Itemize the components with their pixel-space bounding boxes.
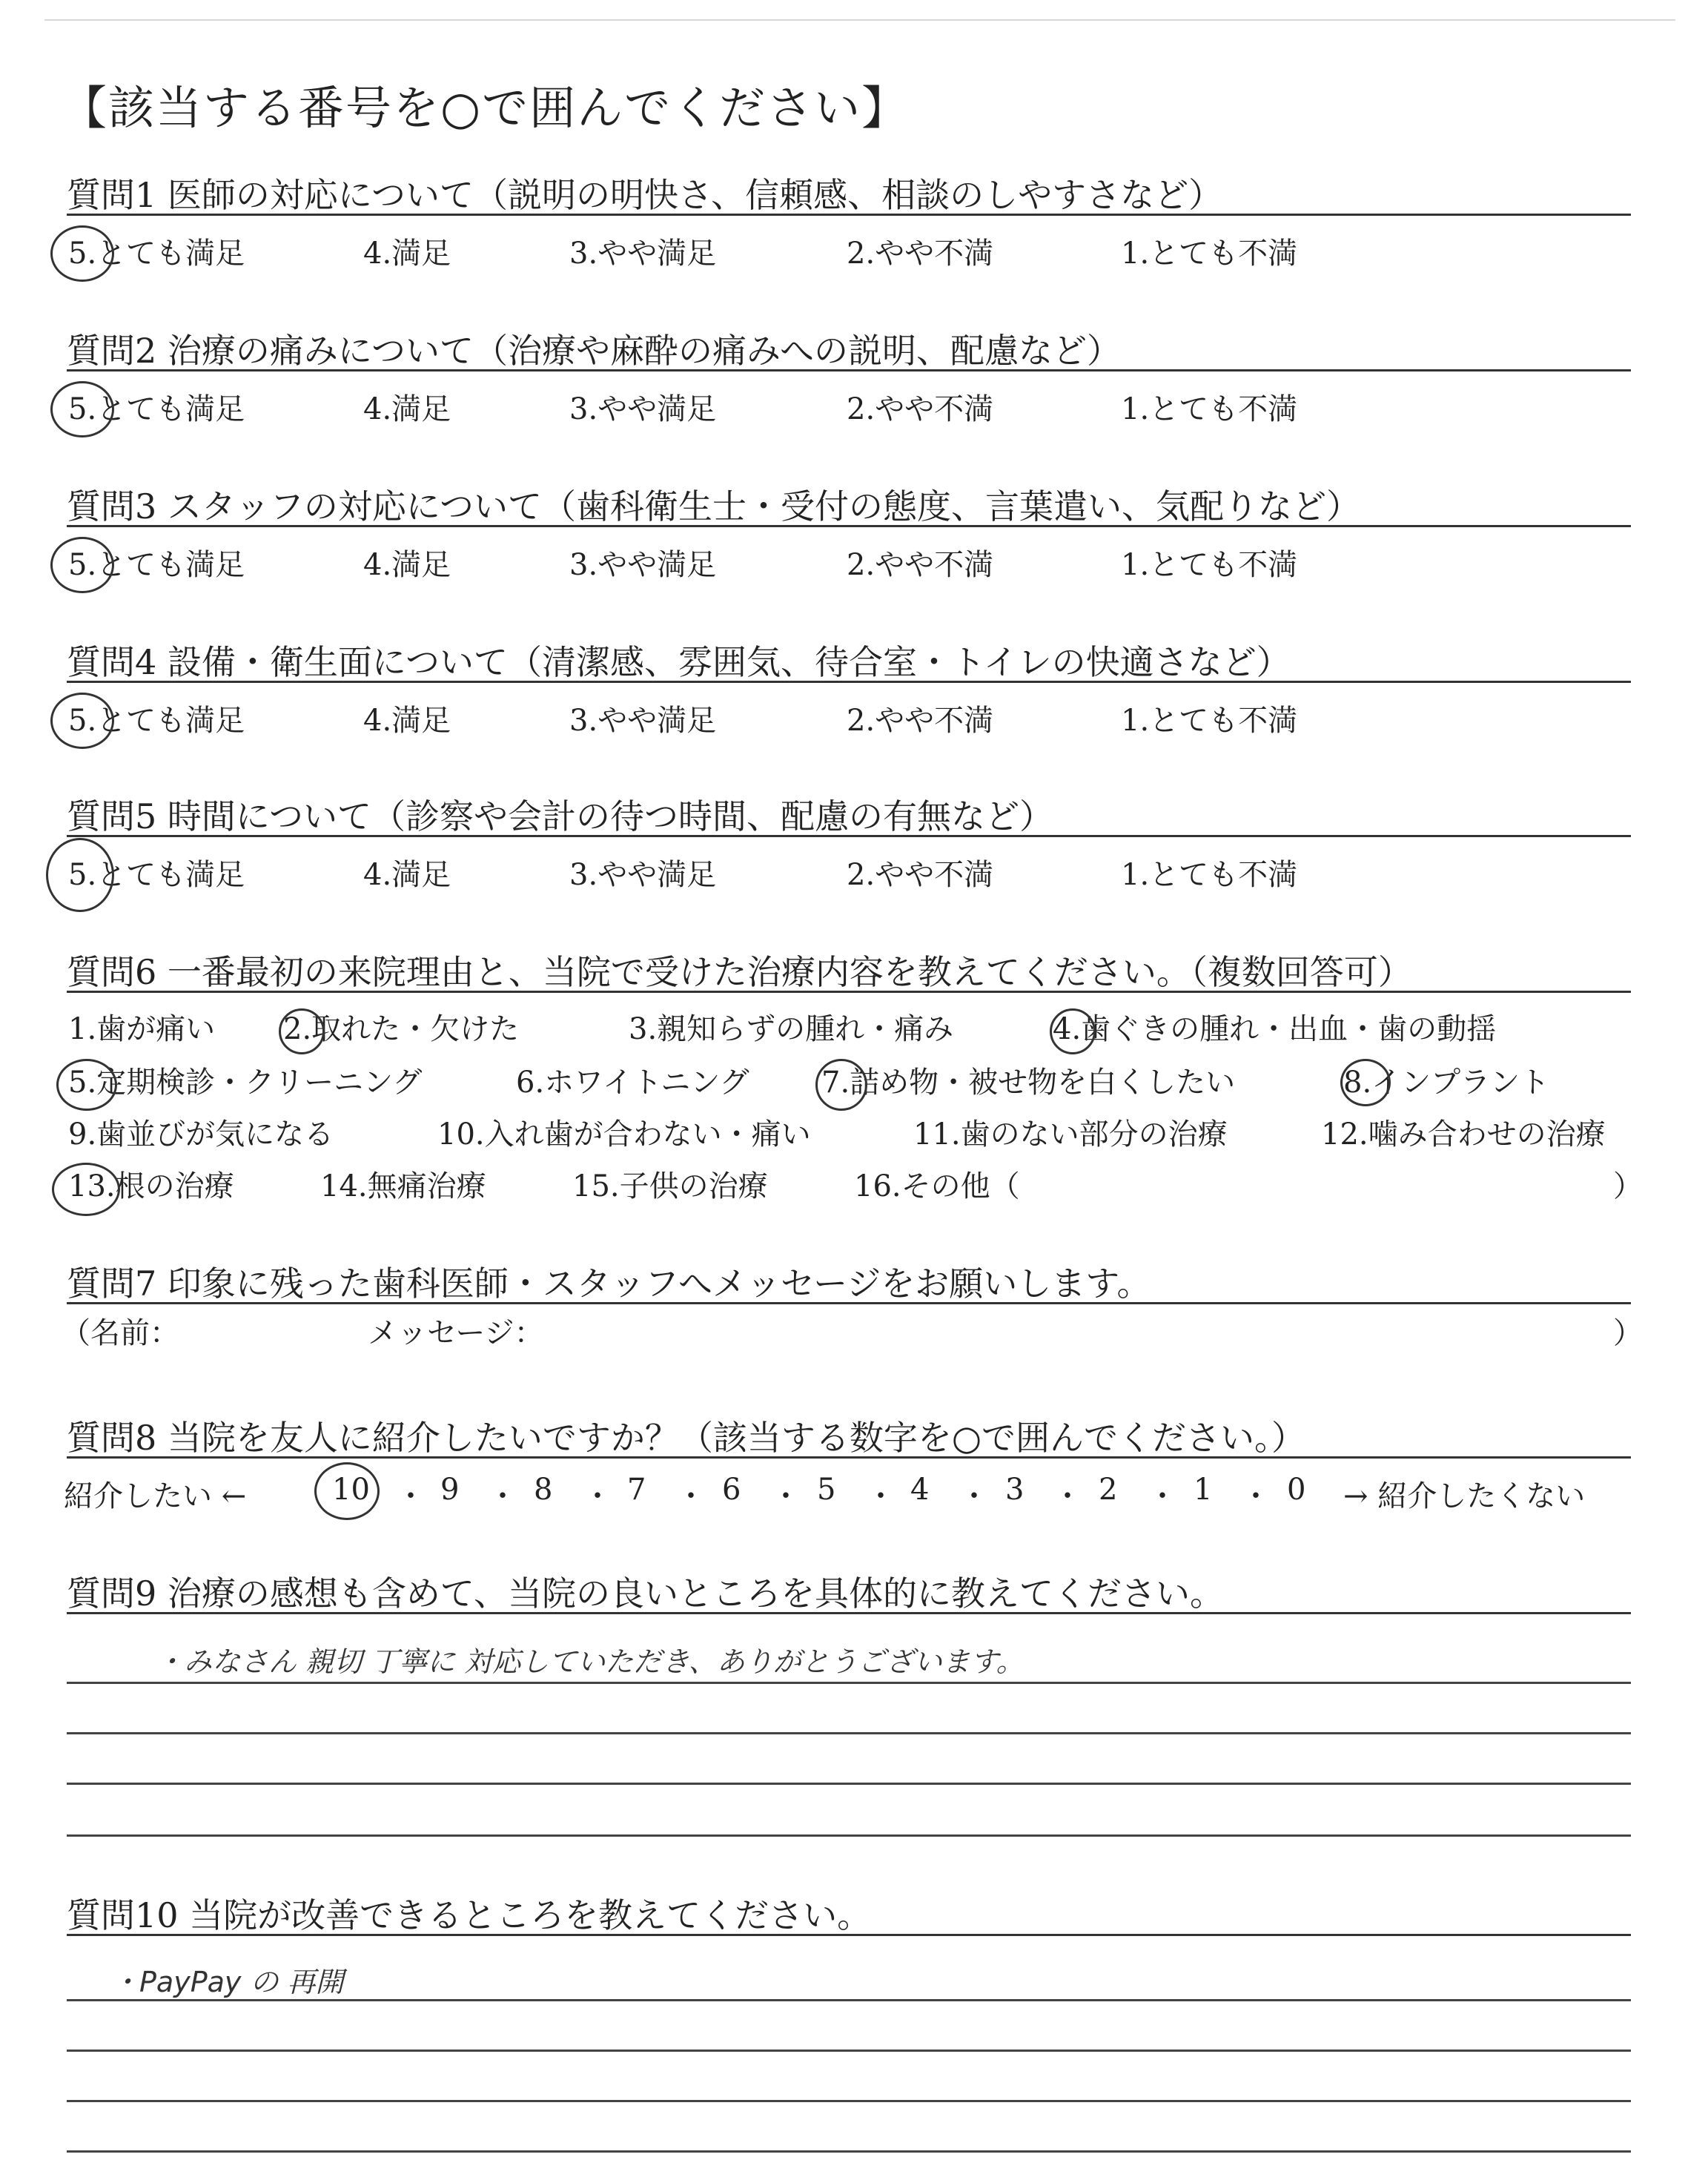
top-border-rule	[44, 19, 1675, 21]
q6-item-1[interactable]: 1.歯が痛い	[68, 1012, 216, 1046]
question-4-title-row	[67, 644, 1631, 683]
q8-left-label: 紹介したい ←	[64, 1479, 247, 1513]
question-1-title-row	[67, 176, 1631, 216]
q3-option-2[interactable]: 2.やや不満	[847, 548, 994, 582]
question-2-title: 質問2 治療の痛みについて（治療や麻酔の痛みへの説明、配慮など）	[67, 331, 1122, 371]
q6-item-4[interactable]: 4.歯ぐきの腫れ・出血・歯の動揺	[1053, 1012, 1497, 1046]
q8-scale-10[interactable]: 10	[332, 1473, 370, 1507]
answer-line	[67, 2150, 1631, 2153]
q8-scale-dot: ・	[959, 1479, 989, 1513]
q7-closing-paren: ）	[1613, 1316, 1643, 1350]
q8-right-label: → 紹介したくない	[1343, 1479, 1586, 1513]
q6-item-15[interactable]: 15.子供の治療	[572, 1169, 768, 1203]
answer-line	[67, 1783, 1631, 1785]
question-3-title-row	[67, 488, 1631, 527]
page-title: 【該当する番号を○で囲んでください】	[61, 81, 910, 135]
q6-closing-paren: ）	[1613, 1169, 1643, 1203]
q5-option-3[interactable]: 3.やや満足	[569, 858, 717, 892]
q8-scale-8[interactable]: 8	[534, 1473, 553, 1507]
question-10-title-row	[67, 1897, 1631, 1936]
q1-option-3[interactable]: 3.やや満足	[569, 237, 717, 271]
q3-option-1[interactable]: 1.とても不満	[1121, 548, 1298, 582]
question-3-title: 質問3 スタッフの対応について（歯科衛生士・受付の態度、言葉遣い、気配りなど）	[67, 486, 1360, 526]
q8-scale-dot: ・	[1241, 1479, 1271, 1513]
q6-item-6[interactable]: 6.ホワイトニング	[516, 1066, 749, 1100]
q8-scale-1[interactable]: 1	[1194, 1473, 1213, 1507]
q1-option-5[interactable]: 5.とても満足	[68, 237, 245, 271]
q5-option-5[interactable]: 5.とても満足	[68, 858, 245, 892]
answer-line	[67, 2100, 1631, 2102]
question-5-title-row	[67, 798, 1631, 837]
q2-option-4[interactable]: 4.満足	[363, 392, 451, 426]
question-7-title-row	[67, 1265, 1631, 1304]
q8-scale-7[interactable]: 7	[627, 1473, 646, 1507]
q1-option-2[interactable]: 2.やや不満	[847, 237, 994, 271]
q8-scale-3[interactable]: 3	[1005, 1473, 1025, 1507]
q5-option-2[interactable]: 2.やや不満	[847, 858, 994, 892]
question-7-title: 質問7 印象に残った歯科医師・スタッフへメッセージをお願いします。	[67, 1264, 1151, 1304]
q5-option-4[interactable]: 4.満足	[363, 858, 451, 892]
q8-scale-5[interactable]: 5	[817, 1473, 836, 1507]
q3-option-5[interactable]: 5.とても満足	[68, 548, 245, 582]
q8-scale-dot: ・	[396, 1479, 426, 1513]
q8-scale-dot: ・	[1053, 1479, 1082, 1513]
answer-line	[67, 1834, 1631, 1837]
question-10-title: 質問10 当院が改善できるところを教えてください。	[67, 1895, 872, 1935]
q6-item-10[interactable]: 10.入れ歯が合わない・痛い	[437, 1117, 811, 1152]
q2-option-3[interactable]: 3.やや満足	[569, 392, 717, 426]
question-1-title: 質問1 医師の対応について（説明の明快さ、信頼感、相談のしやすさなど）	[67, 175, 1223, 215]
question-6-title-row	[67, 954, 1631, 993]
q8-scale-dot: ・	[488, 1479, 517, 1513]
q4-option-5[interactable]: 5.とても満足	[68, 704, 245, 738]
q2-option-5[interactable]: 5.とても満足	[68, 392, 245, 426]
q4-option-2[interactable]: 2.やや不満	[847, 704, 994, 738]
q6-item-13[interactable]: 13.根の治療	[68, 1169, 234, 1203]
q8-scale-dot: ・	[771, 1479, 801, 1513]
answer-line	[67, 1732, 1631, 1734]
question-8-title-row	[67, 1419, 1631, 1459]
q1-option-1[interactable]: 1.とても不満	[1121, 237, 1298, 271]
q4-option-3[interactable]: 3.やや満足	[569, 704, 717, 738]
answer-line	[67, 1682, 1631, 1684]
question-4-title: 質問4 設備・衛生面について（清潔感、雰囲気、待合室・トイレの快適さなど）	[67, 642, 1291, 682]
q6-item-7[interactable]: 7.詰め物・被せ物を白くしたい	[821, 1066, 1236, 1100]
q9-handwritten-answer: ・みなさん 親切 丁寧に 対応していただき、ありがとうございます。	[156, 1645, 1025, 1678]
q6-item-8[interactable]: 8.インプラント	[1343, 1066, 1550, 1100]
question-2-title-row	[67, 332, 1631, 371]
q10-handwritten-answer: ・PayPay の 再開	[111, 1966, 344, 1998]
q4-option-1[interactable]: 1.とても不満	[1121, 704, 1298, 738]
answer-line	[67, 1999, 1631, 2001]
q1-option-4[interactable]: 4.満足	[363, 237, 451, 271]
q3-option-3[interactable]: 3.やや満足	[569, 548, 717, 582]
q8-scale-9[interactable]: 9	[440, 1473, 460, 1507]
q5-option-1[interactable]: 1.とても不満	[1121, 858, 1298, 892]
q6-item-11[interactable]: 11.歯のない部分の治療	[913, 1117, 1228, 1152]
q2-option-2[interactable]: 2.やや不満	[847, 392, 994, 426]
q8-scale-0[interactable]: 0	[1287, 1473, 1306, 1507]
q2-option-1[interactable]: 1.とても不満	[1121, 392, 1298, 426]
question-5-title: 質問5 時間について（診察や会計の待つ時間、配慮の有無など）	[67, 796, 1053, 836]
q6-item-2[interactable]: 2.取れた・欠けた	[283, 1012, 520, 1046]
q8-scale-dot: ・	[583, 1479, 612, 1513]
answer-line	[67, 2050, 1631, 2052]
q8-scale-dot: ・	[1148, 1479, 1177, 1513]
q8-scale-6[interactable]: 6	[722, 1473, 741, 1507]
q8-scale-2[interactable]: 2	[1099, 1473, 1118, 1507]
q6-item-5[interactable]: 5.定期検診・クリーニング	[68, 1066, 423, 1100]
q6-item-16[interactable]: 16.その他（	[854, 1169, 1020, 1203]
q4-option-4[interactable]: 4.満足	[363, 704, 451, 738]
q6-item-14[interactable]: 14.無痛治療	[320, 1169, 486, 1203]
q8-scale-dot: ・	[676, 1479, 706, 1513]
q6-item-9[interactable]: 9.歯並びが気になる	[68, 1117, 334, 1152]
q3-option-4[interactable]: 4.満足	[363, 548, 451, 582]
question-9-title: 質問9 治療の感想も含めて、当院の良いところを具体的に教えてください。	[67, 1573, 1224, 1614]
question-8-title: 質問8 当院を友人に紹介したいですか？（該当する数字を○で囲んでください。）	[67, 1418, 1306, 1458]
q7-name-label: （名前：	[61, 1316, 179, 1350]
q8-scale-4[interactable]: 4	[910, 1473, 930, 1507]
question-9-title-row	[67, 1575, 1631, 1614]
question-6-title: 質問6 一番最初の来院理由と、当院で受けた治療内容を教えてください。（複数回答可）	[67, 952, 1412, 992]
q6-item-12[interactable]: 12.噛み合わせの治療	[1321, 1117, 1606, 1152]
q6-item-3[interactable]: 3.親知らずの腫れ・痛み	[629, 1012, 954, 1046]
q7-message-label: メッセージ：	[368, 1316, 544, 1350]
q8-scale-dot: ・	[866, 1479, 896, 1513]
